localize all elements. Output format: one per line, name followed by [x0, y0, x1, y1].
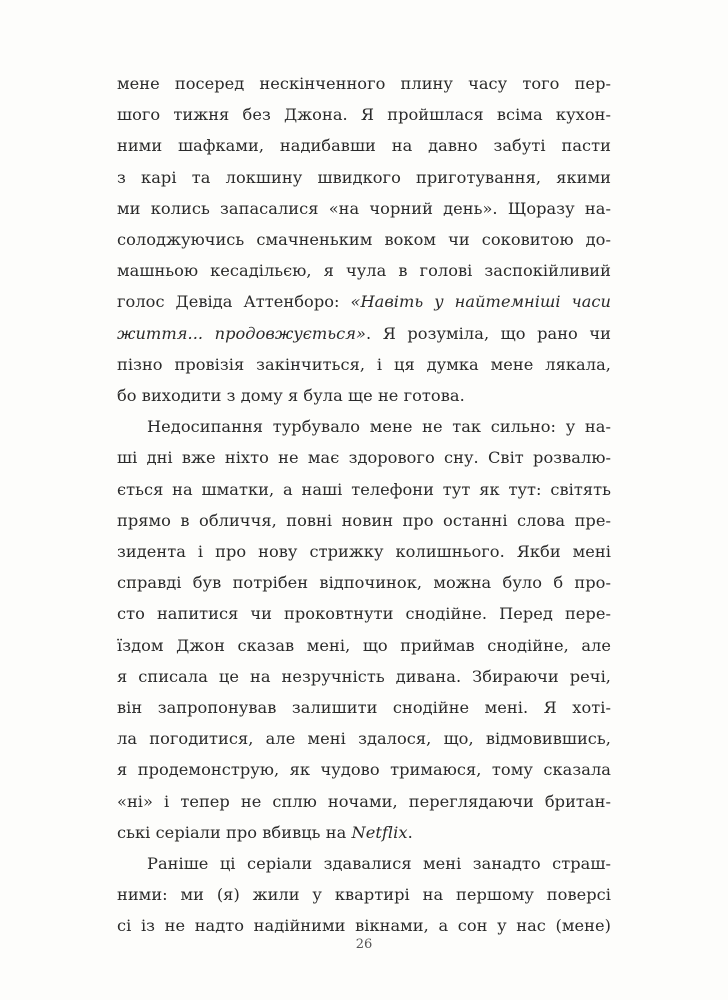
text-line — [117, 286, 611, 317]
text-segment: мене посеред нескінченного плину часу того пер- — [117, 74, 611, 93]
text-line — [117, 567, 611, 598]
text-segment: Раніше ці серіали здавалися мені занадто страш- — [147, 854, 611, 874]
text-line — [117, 380, 611, 411]
text-segment: пізно провізія закінчиться, і ця думка мене лякала, — [117, 354, 611, 374]
text-line — [117, 318, 611, 349]
text-line — [117, 224, 611, 255]
paragraph — [117, 848, 611, 942]
text-segment: ми колись запасалися «на чорний день». Щоразу на- — [117, 198, 611, 218]
text-line — [117, 723, 611, 754]
text-line — [117, 505, 611, 536]
text-line — [117, 442, 611, 473]
text-segment: сто напитися чи проковтнути снодійне. Перед пере- — [117, 604, 611, 624]
text-line — [117, 536, 611, 567]
text-segment: бо виходити з дому я була ще не готова. — [117, 386, 465, 406]
text-segment: голос Девіда Аттенборо: — [117, 292, 351, 312]
text-line — [117, 598, 611, 629]
text-line — [117, 162, 611, 193]
text-segment: . Я розуміла, що рано чи — [365, 323, 611, 343]
text-line — [117, 99, 611, 130]
italic-text: «Навіть у найтемніші часи — [350, 292, 611, 312]
text-segment: ними шафками, надибавши на давно забуті пасти — [117, 136, 611, 156]
text-segment: прямо в обличчя, повні новин про останні слова пре- — [117, 510, 611, 530]
text-line — [117, 879, 611, 910]
text-segment: ними: ми (я) жили у квартирі на першому поверсі — [117, 885, 611, 905]
text-segment: він запропонував залишити снодійне мені. Я хоті- — [117, 698, 611, 718]
text-segment: справді був потрібен відпочинок, можна було б про- — [117, 573, 611, 593]
text-segment: ські серіали про вбивць на — [117, 822, 352, 842]
text-segment: я продемонструю, як чудово тримаюся, тому сказала — [117, 760, 611, 780]
text-line — [117, 349, 611, 380]
body-text — [117, 68, 611, 942]
text-line — [117, 817, 611, 848]
text-segment: ла погодитися, але мені здалося, що, відмовившись, — [117, 729, 611, 749]
text-segment: зидента і про нову стрижку колишнього. Якби мені — [117, 542, 611, 562]
text-line — [117, 474, 611, 505]
text-segment: сі із не надто надійними вікнами, а сон у нас (мене) — [117, 916, 611, 936]
text-segment: солоджуючись смачненьким воком чи соковитою до- — [117, 230, 611, 250]
italic-text: життя... продовжується» — [117, 323, 366, 343]
text-line — [117, 692, 611, 723]
paragraph — [117, 411, 611, 848]
text-segment: «ні» і тепер не сплю ночами, переглядаючи британ- — [117, 791, 611, 811]
paragraph — [117, 68, 611, 411]
text-line — [117, 411, 611, 442]
text-segment: їздом Джон сказав мені, що приймав снодійне, але — [117, 635, 611, 655]
text-line — [117, 630, 611, 661]
text-segment: Недосипання турбувало мене не так сильно: у на- — [147, 417, 611, 437]
text-segment: шого тижня без Джона. Я пройшлася всіма кухон- — [117, 105, 611, 125]
text-line — [117, 68, 611, 99]
text-line — [117, 786, 611, 817]
text-line — [117, 848, 611, 879]
text-line — [117, 130, 611, 161]
text-segment: з карі та локшину швидкого приготування, якими — [117, 167, 611, 187]
text-segment: машньою кесадільєю, я чула в голові заспокійливий — [117, 261, 611, 281]
text-segment: . — [407, 822, 413, 842]
page-number: 26 — [355, 937, 373, 952]
text-line — [117, 661, 611, 692]
text-line — [117, 754, 611, 785]
text-segment: ється на шматки, а наші телефони тут як тут: світять — [117, 479, 611, 499]
text-segment: ші дні вже ніхто не має здорового сну. Світ розвалю- — [117, 448, 611, 468]
text-segment: я списала це на незручність дивана. Збираючи речі, — [117, 666, 611, 686]
text-line — [117, 193, 611, 224]
italic-text: Netflix — [351, 822, 408, 842]
text-line — [117, 255, 611, 286]
